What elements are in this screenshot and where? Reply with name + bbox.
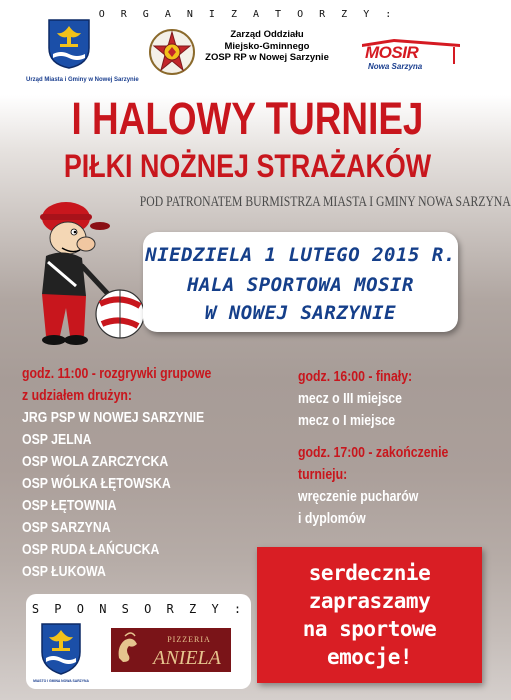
closing-time-cont: turnieju: — [298, 466, 348, 483]
pizzeria-word: PIZZERIA — [167, 635, 211, 644]
pizzeria-aniela-logo — [111, 628, 231, 672]
coat-of-arms-icon — [47, 18, 91, 70]
invitation-line: zapraszamy — [308, 589, 431, 613]
event-town: W NOWEJ SARZYNIE — [204, 302, 397, 324]
team-item: OSP RUDA ŁAŃCUCKA — [22, 541, 160, 558]
sponsor-coat-of-arms-icon — [33, 622, 89, 684]
final-match: mecz o III miejsce — [298, 390, 402, 407]
team-item: OSP ŁUKOWA — [22, 563, 106, 580]
finals-schedule — [298, 366, 448, 530]
closing-item: wręczenie pucharów — [298, 488, 419, 505]
tournament-subtitle: PIŁKI NOŻNEJ STRAŻAKÓW — [63, 148, 432, 184]
zarzad-line: Miejsko-Gminnego — [224, 40, 310, 52]
mosir-logo-subtitle: Nowa Sarzyna — [368, 62, 423, 71]
town-logo-caption: Urząd Miasta i Gminy w Nowej Sarzynie — [26, 77, 139, 83]
team-item: OSP JELNA — [22, 431, 92, 448]
event-venue: HALA SPORTOWA MOSIR — [187, 274, 414, 296]
team-item: OSP WOLA ZARCZYCKA — [22, 453, 169, 470]
invitation-line: emocje! — [326, 645, 412, 669]
sponsors-title: S P O N S O R Z Y : — [31, 602, 246, 616]
organizers-title: O R G A N I Z A T O R Z Y : — [98, 9, 397, 20]
team-item: OSP SARZYNA — [22, 519, 111, 536]
fire-brigade-emblem-icon — [148, 28, 196, 76]
team-item: OSP ŁĘTOWNIA — [22, 497, 117, 514]
pizzeria-logo-icon — [111, 628, 231, 672]
group-stage-schedule — [22, 363, 211, 583]
invitation-box — [257, 547, 482, 683]
invitation-line: serdecznie — [308, 561, 431, 585]
invitation-line: na sportowe — [302, 617, 437, 641]
tournament-title: I HALOWY TURNIEJ — [71, 93, 424, 144]
group-stage-time: godz. 11:00 - rozgrywki grupowe — [22, 365, 212, 382]
zarzad-oddzialu-text — [202, 29, 332, 64]
pizzeria-name: ANIELA — [153, 647, 221, 669]
zarzad-line: ZOSP RP w Nowej Sarzynie — [205, 52, 329, 63]
teams-header: z udziałem drużyn: — [22, 387, 133, 404]
final-match: mecz o I miejsce — [298, 412, 396, 429]
closing-item: i dyplomów — [298, 510, 366, 527]
closing-time: godz. 17:00 - zakończenie — [298, 444, 449, 461]
team-item: OSP WÓLKA ŁĘTOWSKA — [22, 475, 171, 492]
event-details-box — [143, 232, 458, 332]
town-coat-of-arms-logo — [26, 18, 139, 84]
patronage-line: POD PATRONATEM BURMISTRZA MIASTA I GMINY NOWA SARZYNA — [139, 194, 511, 210]
finals-time: godz. 16:00 - finały: — [298, 368, 413, 385]
mosir-logo-text: MOSIR — [365, 43, 419, 62]
zarzad-line: Zarząd Oddziału — [230, 29, 304, 40]
sponsor-logo-caption: MIASTO I GMINA NOWA SARZYNA — [33, 679, 89, 683]
event-date: NIEDZIELA 1 LUTEGO 2015 R. — [145, 244, 456, 266]
team-item: JRG PSP W NOWEJ SARZYNIE — [22, 409, 205, 426]
firefighter-mascot-icon — [16, 186, 146, 366]
